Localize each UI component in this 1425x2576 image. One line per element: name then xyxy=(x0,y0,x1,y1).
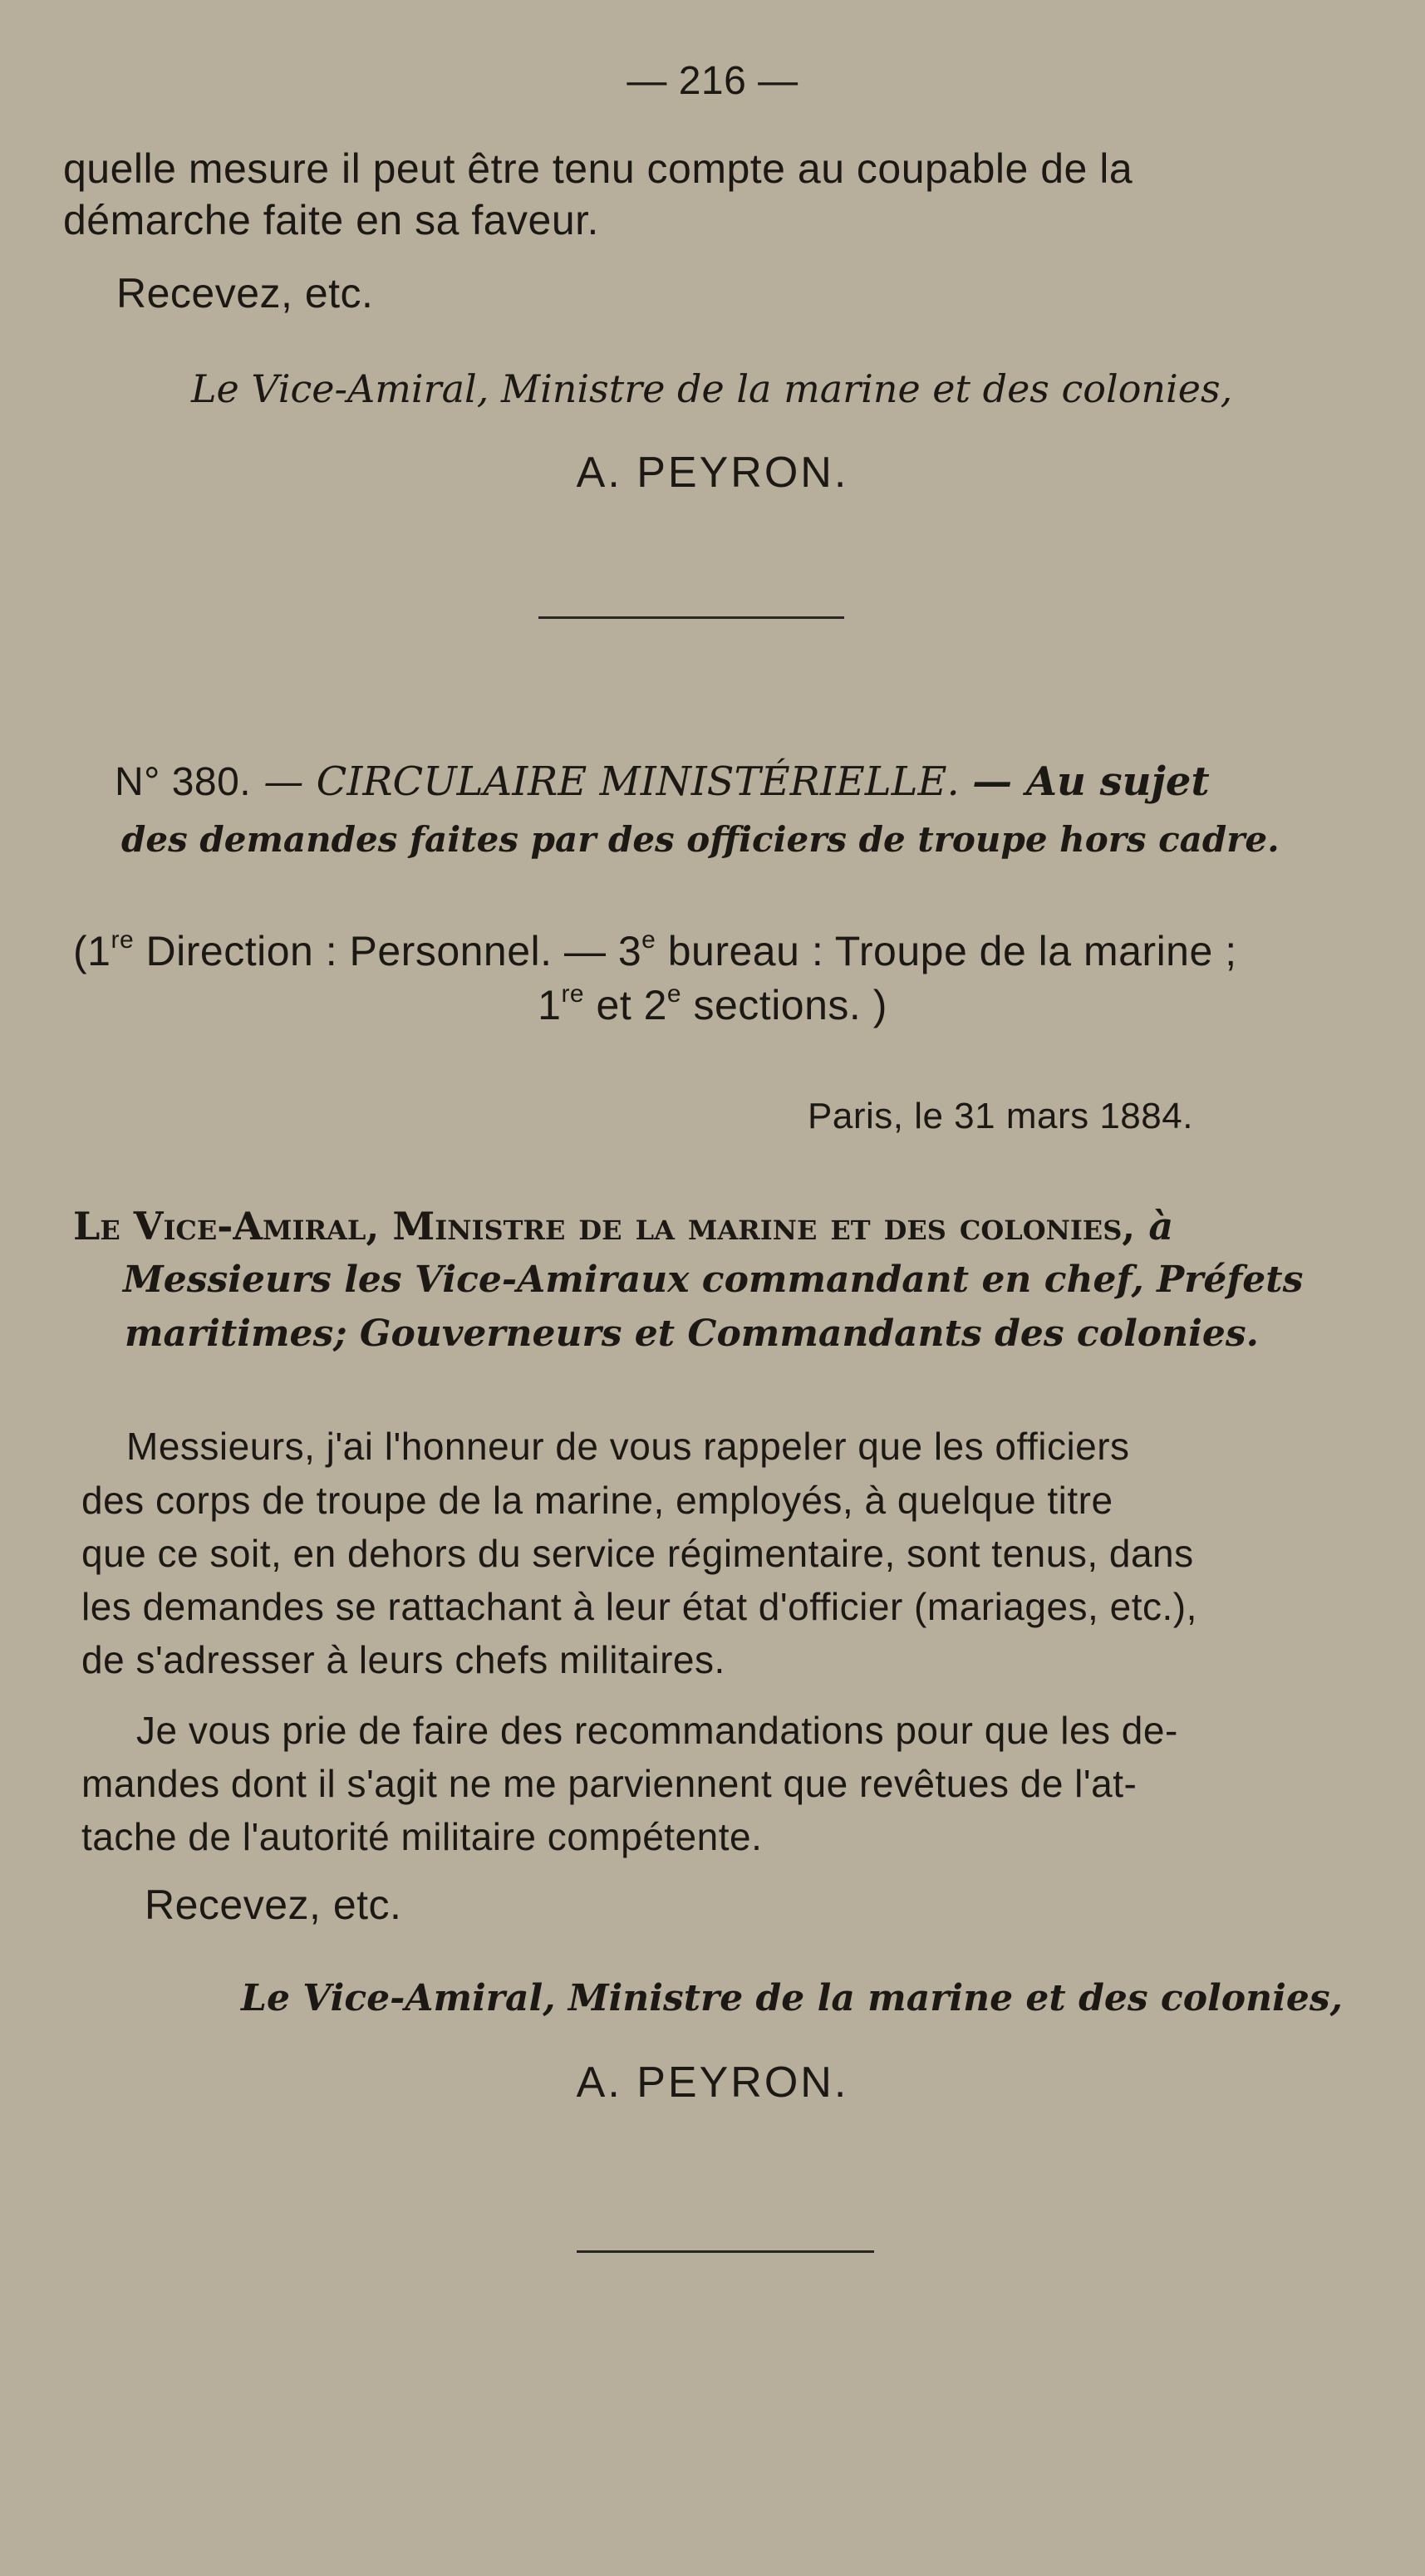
signature-2-title: Le Vice-Amiral, Ministre de la marine et des colonies, xyxy=(241,1977,1343,2019)
direction-text: (1 xyxy=(73,928,111,974)
body-line-5: de s'adresser à leurs chefs militaires. xyxy=(81,1638,725,1681)
signature-1-name: A. PEYRON. xyxy=(576,449,849,497)
body-line-6: Je vous prie de faire des recommandations pour que les de- xyxy=(136,1709,1178,1752)
superscript: e xyxy=(666,980,682,1008)
body-line-7: mandes dont il s'agit ne me parviennent que revêtues de l'at- xyxy=(81,1762,1138,1805)
page-number: — 216 — xyxy=(627,59,798,103)
body-line-3: que ce soit, en dehors du service régimentaire, sont tenus, dans xyxy=(81,1532,1194,1575)
superscript: re xyxy=(111,926,135,954)
signature-1-title: Le Vice-Amiral, Ministre de la marine et des colonies, xyxy=(191,366,1233,411)
superscript: e xyxy=(641,926,656,954)
section-divider-2 xyxy=(577,2250,874,2253)
direction-text: bureau : Troupe de la marine ; xyxy=(656,928,1237,974)
direction-text: 1 xyxy=(538,982,562,1028)
circular-subject-start: — Au sujet xyxy=(972,758,1210,805)
circular-kind: — CIRCULAIRE MINISTÉRIELLE. xyxy=(263,758,960,805)
address-preposition: à xyxy=(1135,1204,1174,1249)
address-line-2: Messieurs les Vice-Amiraux commandant en chef, Préfets xyxy=(123,1259,1304,1301)
address-line-3: maritimes; Gouverneurs et Commandants des colonies. xyxy=(125,1313,1259,1355)
continuation-line-2: démarche faite en sa faveur. xyxy=(63,197,599,243)
section-divider-1 xyxy=(538,616,844,619)
direction-line-2 xyxy=(0,980,1425,1028)
closing-salutation-1: Recevez, etc. xyxy=(116,270,374,316)
body-line-4: les demandes se rattachant à leur état d'officier (mariages, etc.), xyxy=(81,1585,1197,1628)
direction-text: sections. ) xyxy=(681,982,887,1028)
circular-date: Paris, le 31 mars 1884. xyxy=(808,1096,1193,1136)
body-line-8: tache de l'autorité militaire compétente. xyxy=(81,1815,763,1858)
circular-subject-line-2: des demandes faites par des officiers de troupe hors cadre. xyxy=(121,819,1280,860)
direction-text: et 2 xyxy=(584,982,667,1028)
signature-2-name: A. PEYRON. xyxy=(576,2058,849,2107)
continuation-line-1: quelle mesure il peut être tenu compte au coupable de la xyxy=(63,145,1133,192)
closing-salutation-2: Recevez, etc. xyxy=(145,1882,402,1928)
direction-text: Direction : Personnel. — 3 xyxy=(134,928,642,974)
direction-line-1 xyxy=(73,926,1237,974)
circular-heading xyxy=(115,758,1210,805)
circular-number: N° 380. xyxy=(115,760,252,804)
superscript: re xyxy=(561,980,585,1008)
body-line-2: des corps de troupe de la marine, employés, à quelque titre xyxy=(81,1479,1113,1522)
address-recipient-sender: Le Vice-Amiral, Ministre de la marine et des colonies, xyxy=(73,1204,1136,1249)
address-line-1 xyxy=(73,1204,1174,1249)
body-line-1: Messieurs, j'ai l'honneur de vous rappeler que les officiers xyxy=(126,1425,1130,1468)
